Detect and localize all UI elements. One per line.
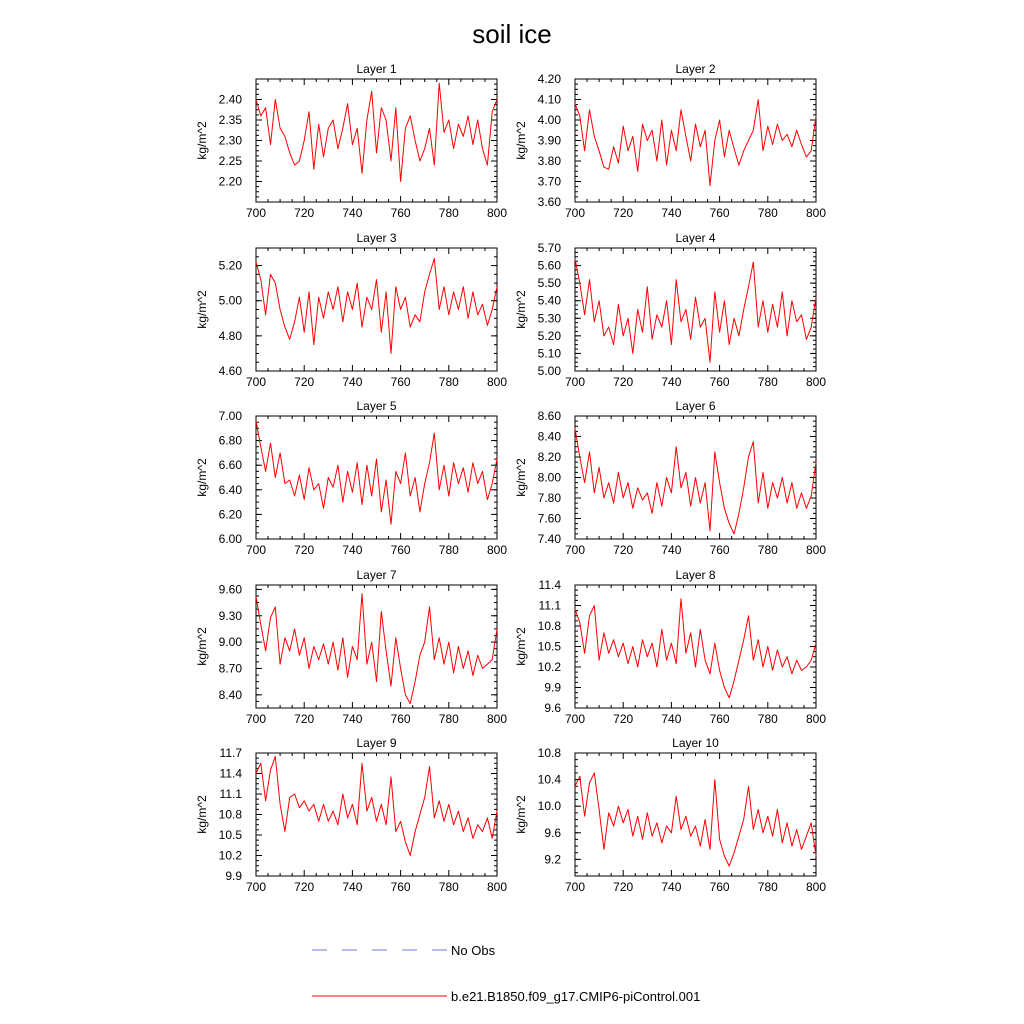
x-tick-label: 760 — [390, 375, 411, 389]
y-axis-label: kg/m^2 — [195, 290, 209, 329]
x-tick-label: 700 — [564, 712, 586, 726]
x-tick-label: 740 — [661, 543, 682, 557]
x-tick-label: 800 — [486, 880, 508, 894]
y-tick-label: 10.0 — [537, 799, 561, 814]
x-tick-label: 740 — [342, 375, 363, 389]
x-tick-label: 720 — [294, 880, 315, 894]
y-tick-label: 10.8 — [537, 619, 561, 633]
y-tick-label: 5.30 — [537, 311, 561, 326]
panel-layer-4 — [514, 231, 826, 389]
x-tick-label: 760 — [390, 880, 411, 894]
x-tick-label: 720 — [294, 712, 315, 726]
panel-layer-9 — [195, 736, 507, 894]
panel-title: Layer 8 — [675, 568, 716, 582]
y-axis-label: kg/m^2 — [195, 627, 209, 666]
y-tick-label: 9.9 — [544, 680, 561, 695]
y-tick-label: 8.40 — [218, 687, 242, 702]
x-tick-label: 740 — [661, 206, 682, 220]
y-tick-label: 9.30 — [218, 608, 242, 623]
y-tick-label: 5.20 — [537, 328, 561, 343]
panel-layer-6 — [514, 399, 826, 557]
y-tick-label: 3.70 — [537, 174, 561, 189]
plot-frame — [575, 753, 816, 876]
y-tick-label: 7.40 — [537, 532, 561, 546]
y-tick-label: 2.35 — [218, 113, 242, 127]
x-tick-label: 740 — [342, 880, 363, 894]
plot-frame — [256, 416, 497, 539]
y-tick-label: 5.00 — [218, 293, 242, 308]
y-tick-label: 7.60 — [537, 511, 561, 526]
data-series-line — [256, 756, 497, 855]
x-tick-label: 720 — [613, 543, 634, 557]
x-tick-label: 720 — [613, 375, 634, 389]
x-tick-label: 740 — [661, 375, 682, 389]
x-tick-label: 720 — [294, 375, 315, 389]
x-tick-label: 760 — [709, 880, 730, 894]
x-tick-label: 800 — [486, 375, 508, 389]
x-tick-label: 700 — [245, 880, 267, 894]
y-tick-label: 4.60 — [218, 364, 242, 378]
y-tick-label: 10.2 — [537, 660, 561, 674]
x-tick-label: 800 — [486, 543, 508, 557]
y-tick-label: 4.00 — [537, 113, 561, 127]
y-tick-label: 5.50 — [537, 276, 561, 291]
panel-title: Layer 4 — [675, 231, 716, 245]
y-tick-label: 8.70 — [218, 661, 242, 676]
x-tick-label: 700 — [245, 206, 267, 220]
panels — [195, 62, 826, 894]
y-tick-label: 6.40 — [218, 482, 242, 497]
panel-title: Layer 5 — [356, 399, 397, 413]
y-axis-label: kg/m^2 — [514, 290, 528, 329]
x-tick-label: 800 — [805, 375, 827, 389]
y-axis-label: kg/m^2 — [195, 121, 209, 160]
y-tick-label: 6.20 — [218, 507, 242, 522]
y-tick-label: 7.80 — [537, 491, 561, 505]
y-tick-label: 7.00 — [218, 409, 242, 423]
y-tick-label: 10.2 — [218, 848, 242, 863]
y-tick-label: 2.30 — [218, 133, 242, 148]
y-tick-label: 8.00 — [537, 470, 561, 485]
x-tick-label: 800 — [486, 712, 508, 726]
y-tick-label: 3.60 — [537, 195, 561, 209]
x-tick-label: 700 — [245, 712, 267, 726]
x-tick-label: 720 — [613, 206, 634, 220]
x-tick-label: 740 — [342, 712, 363, 726]
y-axis-label: kg/m^2 — [514, 458, 528, 497]
x-tick-label: 800 — [486, 206, 508, 220]
data-series-line — [575, 428, 816, 534]
y-tick-label: 10.8 — [218, 807, 242, 822]
x-tick-label: 760 — [390, 712, 411, 726]
x-tick-label: 800 — [805, 880, 827, 894]
y-tick-label: 4.20 — [537, 72, 561, 86]
y-tick-label: 6.00 — [218, 532, 242, 546]
y-tick-label: 6.60 — [218, 458, 242, 473]
panel-title: Layer 6 — [675, 399, 716, 413]
y-tick-label: 5.40 — [537, 293, 561, 308]
y-axis-label: kg/m^2 — [195, 458, 209, 497]
y-tick-label: 11.1 — [538, 598, 561, 613]
panel-layer-5 — [195, 399, 507, 557]
y-tick-label: 2.25 — [218, 154, 242, 168]
y-tick-label: 8.60 — [537, 409, 561, 423]
figure-title: soil ice — [472, 19, 552, 49]
panel-title: Layer 2 — [675, 62, 716, 76]
x-tick-label: 800 — [805, 206, 827, 220]
y-tick-label: 8.20 — [537, 450, 561, 464]
panel-layer-2 — [514, 62, 826, 220]
x-tick-label: 740 — [342, 543, 363, 557]
y-tick-label: 4.10 — [537, 92, 561, 107]
panel-layer-10 — [514, 736, 826, 894]
x-tick-label: 700 — [564, 375, 586, 389]
x-tick-label: 800 — [805, 543, 827, 557]
y-tick-label: 2.40 — [218, 92, 242, 107]
y-tick-label: 10.8 — [537, 746, 561, 760]
x-tick-label: 720 — [294, 206, 315, 220]
y-tick-label: 9.6 — [544, 825, 561, 840]
y-tick-label: 6.80 — [218, 433, 242, 448]
y-tick-label: 10.5 — [218, 828, 242, 842]
plot-frame — [256, 753, 497, 876]
y-tick-label: 11.1 — [219, 787, 242, 801]
data-series-line — [256, 83, 497, 181]
x-tick-label: 700 — [564, 206, 586, 220]
y-tick-label: 2.20 — [218, 174, 242, 189]
y-tick-label: 11.4 — [538, 578, 561, 592]
y-tick-label: 9.60 — [218, 582, 242, 597]
plot-frame — [575, 79, 816, 202]
x-tick-label: 740 — [661, 712, 682, 726]
y-tick-label: 4.80 — [218, 328, 242, 343]
panel-layer-7 — [195, 568, 507, 726]
y-tick-label: 9.6 — [544, 701, 561, 715]
x-tick-label: 720 — [294, 543, 315, 557]
y-tick-label: 5.60 — [537, 258, 561, 273]
x-tick-label: 760 — [709, 375, 730, 389]
x-tick-label: 780 — [757, 712, 778, 726]
x-tick-label: 780 — [438, 712, 459, 726]
data-series-line — [575, 259, 816, 363]
y-tick-label: 10.4 — [537, 772, 561, 787]
x-tick-label: 740 — [661, 880, 682, 894]
panel-title: Layer 9 — [356, 736, 397, 750]
y-tick-label: 5.20 — [218, 258, 242, 273]
x-tick-label: 780 — [438, 206, 459, 220]
y-axis-label: kg/m^2 — [514, 627, 528, 666]
x-tick-label: 780 — [438, 543, 459, 557]
legend — [312, 943, 700, 1004]
y-axis-label: kg/m^2 — [195, 795, 209, 834]
y-tick-label: 5.10 — [537, 346, 561, 361]
x-tick-label: 700 — [245, 375, 267, 389]
panel-layer-1 — [195, 62, 507, 220]
data-series-line — [575, 773, 816, 866]
y-tick-label: 5.70 — [537, 241, 561, 255]
x-tick-label: 800 — [805, 712, 827, 726]
x-tick-label: 760 — [390, 543, 411, 557]
y-tick-label: 3.80 — [537, 154, 561, 168]
x-tick-label: 780 — [757, 880, 778, 894]
x-tick-label: 780 — [438, 880, 459, 894]
y-tick-label: 5.00 — [537, 364, 561, 378]
plot-frame — [256, 79, 497, 202]
panel-title: Layer 7 — [356, 568, 397, 582]
x-tick-label: 700 — [564, 543, 586, 557]
x-tick-label: 760 — [390, 206, 411, 220]
legend-model-label: b.e21.B1850.f09_g17.CMIP6-piControl.001 — [451, 989, 701, 1004]
y-tick-label: 8.40 — [537, 429, 561, 444]
x-tick-label: 720 — [613, 712, 634, 726]
panel-title: Layer 1 — [356, 62, 397, 76]
y-tick-label: 11.7 — [219, 746, 242, 760]
plot-frame — [256, 585, 497, 708]
y-axis-label: kg/m^2 — [514, 795, 528, 834]
y-tick-label: 10.5 — [537, 639, 561, 654]
x-tick-label: 700 — [245, 543, 267, 557]
panel-layer-8 — [514, 568, 826, 726]
y-axis-label: kg/m^2 — [514, 121, 528, 160]
panel-title: Layer 10 — [672, 736, 719, 750]
x-tick-label: 760 — [709, 543, 730, 557]
y-tick-label: 3.90 — [537, 133, 561, 148]
panel-title: Layer 3 — [356, 231, 397, 245]
x-tick-label: 760 — [709, 206, 730, 220]
x-tick-label: 780 — [438, 375, 459, 389]
y-tick-label: 9.9 — [225, 869, 242, 883]
x-tick-label: 760 — [709, 712, 730, 726]
x-tick-label: 720 — [613, 880, 634, 894]
data-series-line — [256, 259, 497, 354]
y-tick-label: 9.00 — [218, 635, 242, 650]
x-tick-label: 780 — [757, 375, 778, 389]
x-tick-label: 700 — [564, 880, 586, 894]
data-series-line — [575, 599, 816, 698]
data-series-line — [256, 421, 497, 524]
data-series-line — [575, 100, 816, 186]
x-tick-label: 780 — [757, 206, 778, 220]
plot-frame — [256, 248, 497, 371]
y-tick-label: 9.2 — [544, 852, 561, 867]
y-tick-label: 11.4 — [219, 766, 242, 781]
panel-layer-3 — [195, 231, 507, 389]
x-tick-label: 780 — [757, 543, 778, 557]
data-series-line — [256, 594, 497, 704]
legend-no-obs-label: No Obs — [451, 943, 496, 958]
x-tick-label: 740 — [342, 206, 363, 220]
